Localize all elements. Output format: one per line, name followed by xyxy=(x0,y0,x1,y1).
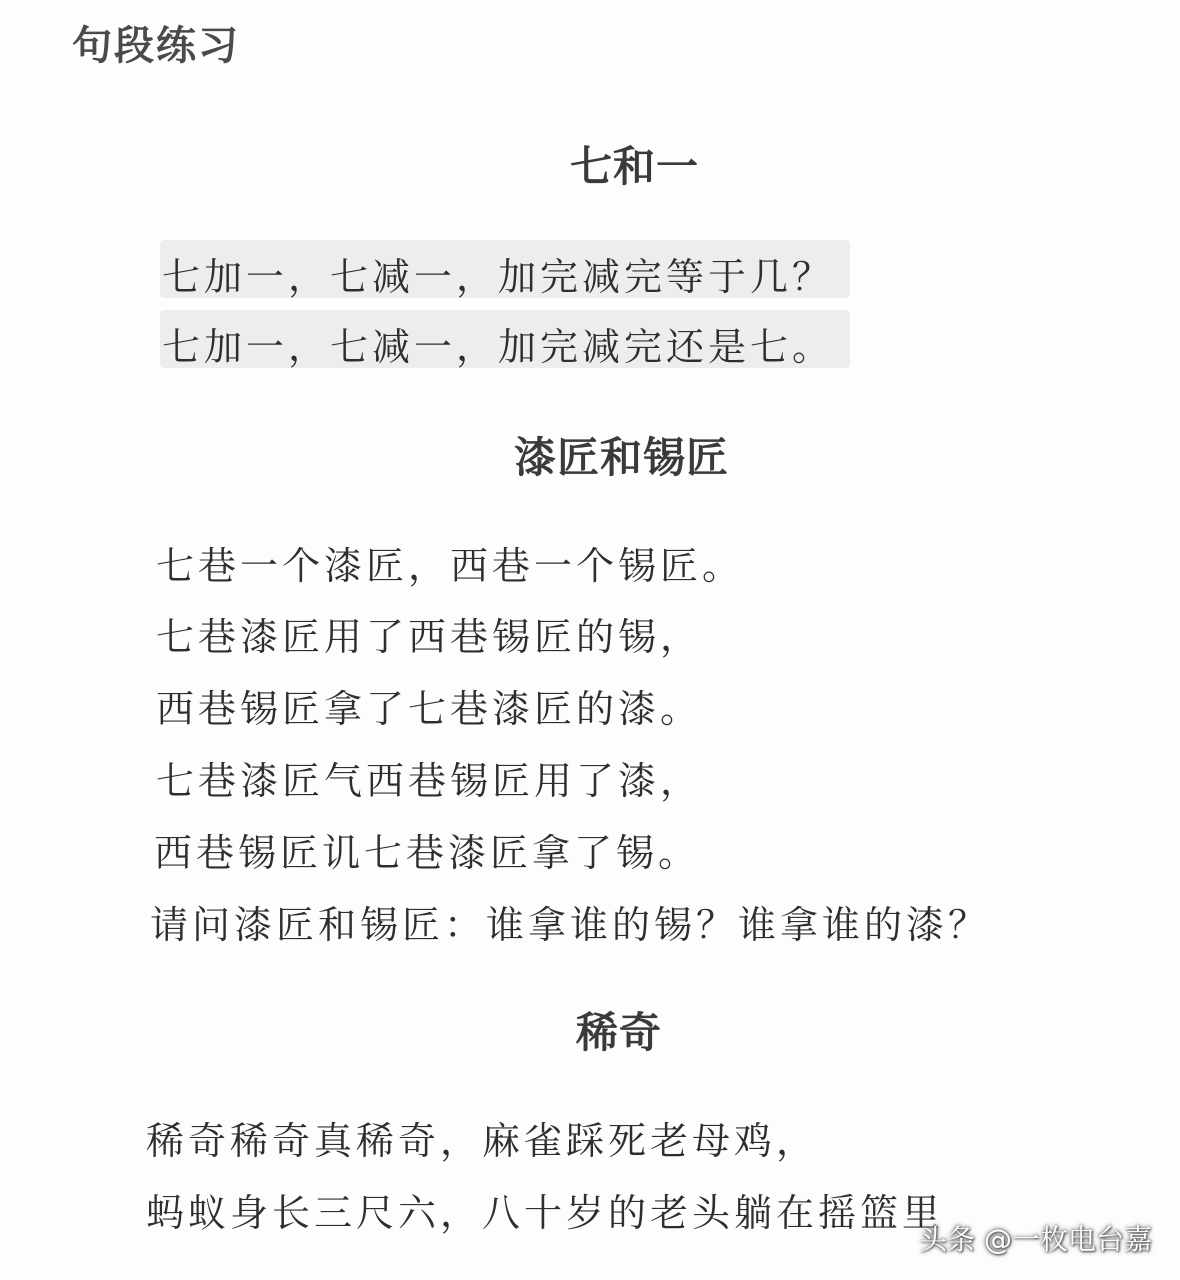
watermark: 头条 @一枚电台嘉 xyxy=(919,1223,1152,1256)
poem-line: 西巷锡匠拿了七巷漆匠的漆。 xyxy=(156,687,703,731)
poem-line: 蚂蚁身长三尺六，八十岁的老头躺在摇篮里 xyxy=(146,1191,945,1235)
poem-line: 七巷漆匠气西巷锡匠用了漆， xyxy=(156,759,703,803)
poem-line: 七巷一个漆匠，西巷一个锡匠。 xyxy=(156,544,745,588)
poem-line: 七加一，七减一，加完减完等于几？ xyxy=(162,255,835,299)
poem-title: 漆匠和锡匠 xyxy=(514,433,730,482)
poem-line: 西巷锡匠讥七巷漆匠拿了锡。 xyxy=(154,831,701,875)
poem-line: 七加一，七减一，加完减完还是七。 xyxy=(162,325,835,369)
poem-line: 稀奇稀奇真稀奇，麻雀踩死老母鸡， xyxy=(146,1119,819,1163)
poem-title: 稀奇 xyxy=(576,1008,663,1057)
section-label: 句段练习 xyxy=(72,23,240,69)
poem-line: 七巷漆匠用了西巷锡匠的锡， xyxy=(156,615,703,659)
poem-line: 请问漆匠和锡匠：谁拿谁的锡？谁拿谁的漆？ xyxy=(150,903,991,947)
poem-title: 七和一 xyxy=(570,142,700,191)
